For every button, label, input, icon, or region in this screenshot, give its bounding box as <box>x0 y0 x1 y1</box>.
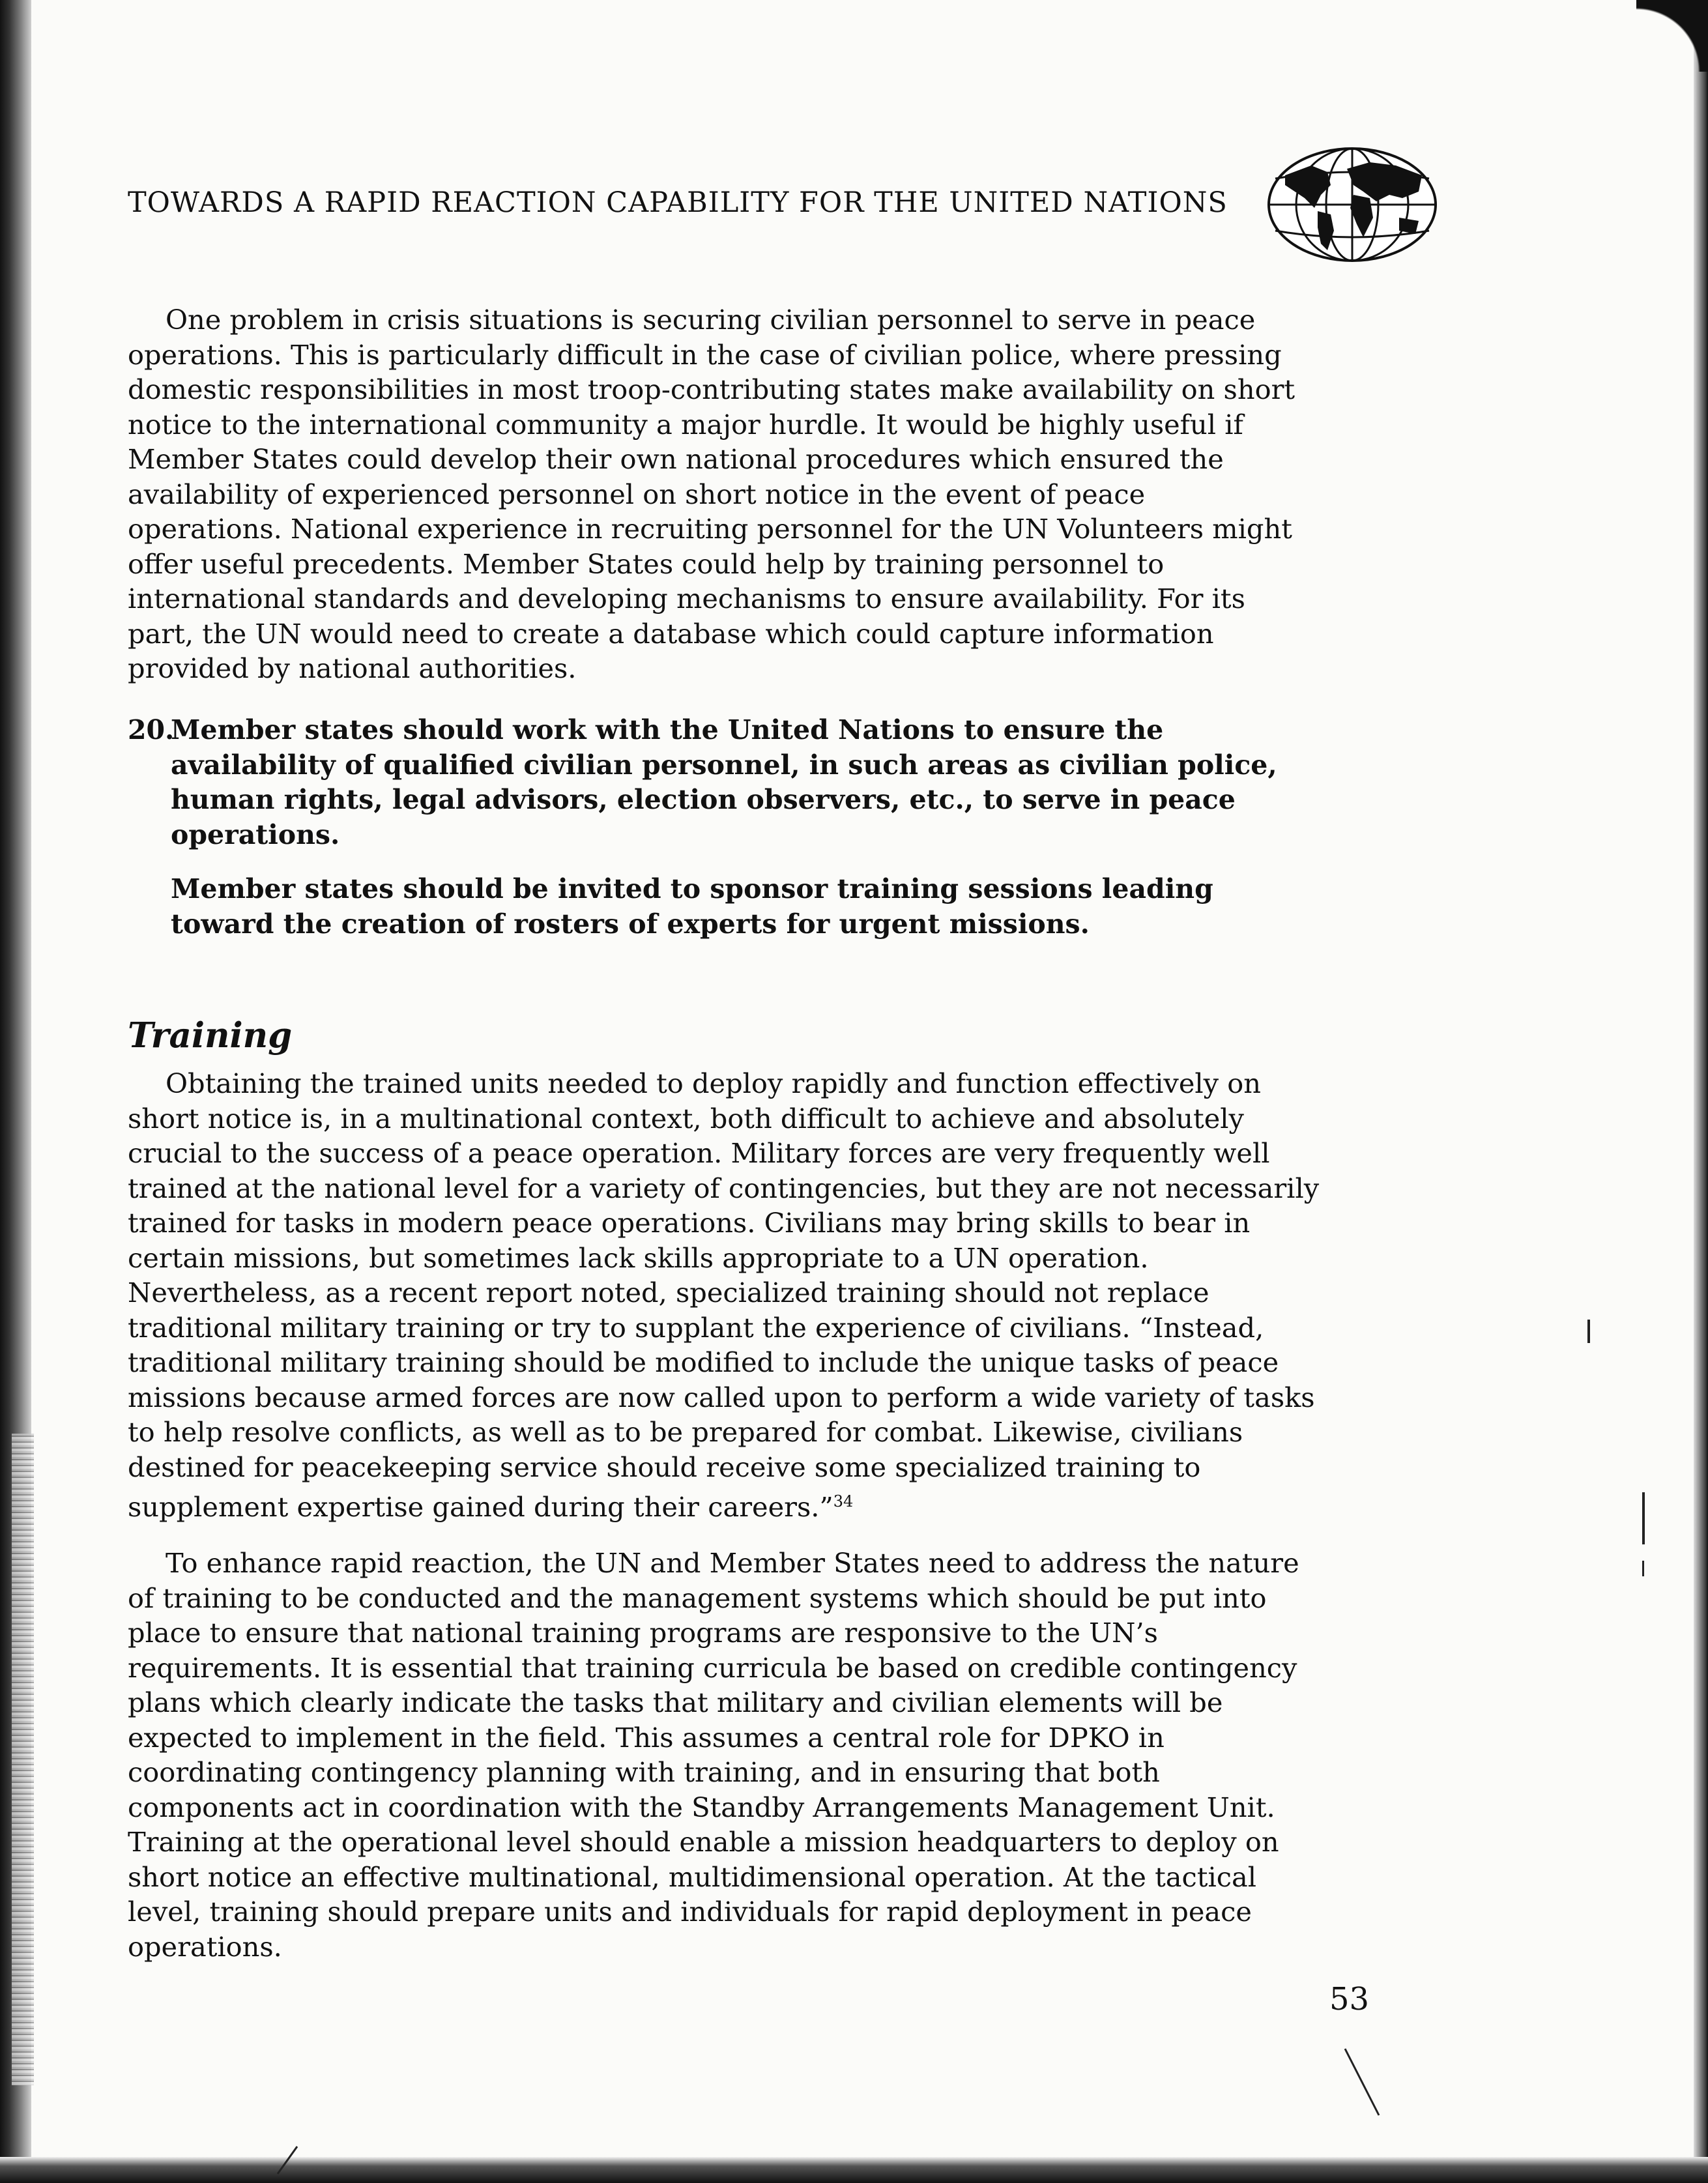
text-line: Training at the operational level should enable a mission headquarters to deploy on <box>128 1826 1279 1858</box>
text-line: expected to implement in the field. This assumes a central role for DPKO in <box>128 1721 1165 1754</box>
text-line: international standards and developing mechanisms to ensure availability. For its <box>128 583 1245 614</box>
scan-mark <box>1642 1561 1644 1576</box>
scan-mark <box>1587 1320 1590 1343</box>
text-line: plans which clearly indicate the tasks that military and civilian elements will be <box>128 1686 1223 1718</box>
recommendation-line: availability of qualified civilian personnel, in such areas as civilian police, <box>171 749 1277 781</box>
text-line: domestic responsibilities in most troop-contributing states make availability on short <box>128 373 1295 405</box>
text-line: place to ensure that national training programs are responsive to the UN’s <box>128 1617 1158 1649</box>
scan-stroke <box>1342 2046 1382 2118</box>
text-line: operations. National experience in recruiting personnel for the UN Volunteers might <box>128 513 1292 545</box>
text-line: certain missions, but sometimes lack skills appropriate to a UN operation. <box>128 1241 1149 1274</box>
recommendation-line: Member states should be invited to sponsor training sessions leading <box>171 873 1213 904</box>
text-line: trained for tasks in modern peace operations. Civilians may bring skills to bear in <box>128 1207 1251 1239</box>
text-line: requirements. It is essential that training curricula be based on credible contingency <box>128 1651 1297 1684</box>
text-line: Obtaining the trained units needed to deploy rapidly and function effectively on <box>166 1067 1262 1099</box>
recommendation-line: operations. <box>171 818 340 850</box>
text-line: traditional military training or try to supplant the experience of civilians. “Instead, <box>128 1311 1264 1344</box>
text-line: to help resolve conflicts, as well as to be prepared for combat. Likewise, civilians <box>128 1416 1243 1448</box>
text-line: destined for peacekeeping service should receive some specialized training to <box>128 1451 1201 1483</box>
globe-icon <box>1266 146 1439 263</box>
page-corner-shadow <box>1636 0 1708 72</box>
running-title: TOWARDS A RAPID REACTION CAPABILITY FOR THE UNITED NATIONS <box>128 186 1228 219</box>
recommendation-line: toward the creation of rosters of experts for urgent missions. <box>171 908 1090 940</box>
page-number: 53 <box>1329 1981 1370 2017</box>
text-line: To enhance rapid reaction, the UN and Member States need to address the nature <box>166 1547 1299 1579</box>
recommendation-20 <box>128 713 1277 942</box>
section-heading: Training <box>128 1015 293 1056</box>
text-line: coordinating contingency planning with training, and in ensuring that both <box>128 1756 1160 1788</box>
page-edge-shadow <box>1694 39 1708 2157</box>
text-line: level, training should prepare units and individuals for rapid deployment in peace <box>128 1896 1252 1928</box>
recommendation-line: human rights, legal advisors, election observers, etc., to serve in peace <box>171 784 1236 815</box>
text-line: short notice an effective multinational, multidimensional operation. At the tactical <box>128 1860 1256 1893</box>
text-line: trained at the national level for a variety of contingencies, but they are not necessarily <box>128 1172 1320 1204</box>
text-line: Nevertheless, as a recent report noted, specialized training should not replace <box>128 1277 1209 1308</box>
text-line: missions because armed forces are now called upon to perform a wide variety of tasks <box>128 1381 1315 1413</box>
text-line: provided by national authorities. <box>128 652 577 684</box>
text-line: operations. <box>128 1930 282 1963</box>
text-line-content: supplement expertise gained during their careers.” <box>128 1490 833 1523</box>
text-line: part, the UN would need to create a database which could capture information <box>128 617 1214 650</box>
binding-texture <box>12 1434 34 2085</box>
text-line: notice to the international community a major hurdle. It would be highly useful if <box>128 408 1243 441</box>
text-line: traditional military training should be modified to include the unique tasks of peace <box>128 1346 1279 1378</box>
text-line: crucial to the success of a peace operation. Military forces are very frequently well <box>128 1137 1270 1169</box>
text-line: operations. This is particularly difficult in the case of civilian police, where pressing <box>128 338 1282 371</box>
paragraph-civilian-personnel <box>128 302 1295 686</box>
text-line <box>128 1484 1216 1524</box>
text-line: availability of experienced personnel on short notice in the event of peace <box>128 478 1146 510</box>
recommendation-line: Member states should work with the United Nations to ensure the <box>171 714 1164 745</box>
bottom-edge-shadow <box>0 2157 1708 2183</box>
text-line: Member States could develop their own national procedures which ensured the <box>128 443 1224 475</box>
text-line: of training to be conducted and the management systems which should be put into <box>128 1582 1267 1614</box>
text-line: One problem in crisis situations is securing civilian personnel to serve in peace <box>166 304 1256 336</box>
text-line: offer useful precedents. Member States could help by training personnel to <box>128 547 1165 580</box>
paragraph-training <box>128 1066 1320 1524</box>
footnote-reference: 34 <box>833 1492 854 1511</box>
scan-stroke <box>274 2144 300 2176</box>
recommendation-number: 20. <box>128 714 175 745</box>
text-line: short notice is, in a multinational context, both difficult to achieve and absolutely <box>128 1102 1244 1135</box>
text-line: components act in coordination with the Standby Arrangements Management Unit. <box>128 1791 1275 1823</box>
scan-mark <box>1642 1492 1645 1544</box>
paragraph-rapid-reaction <box>128 1546 1299 1964</box>
